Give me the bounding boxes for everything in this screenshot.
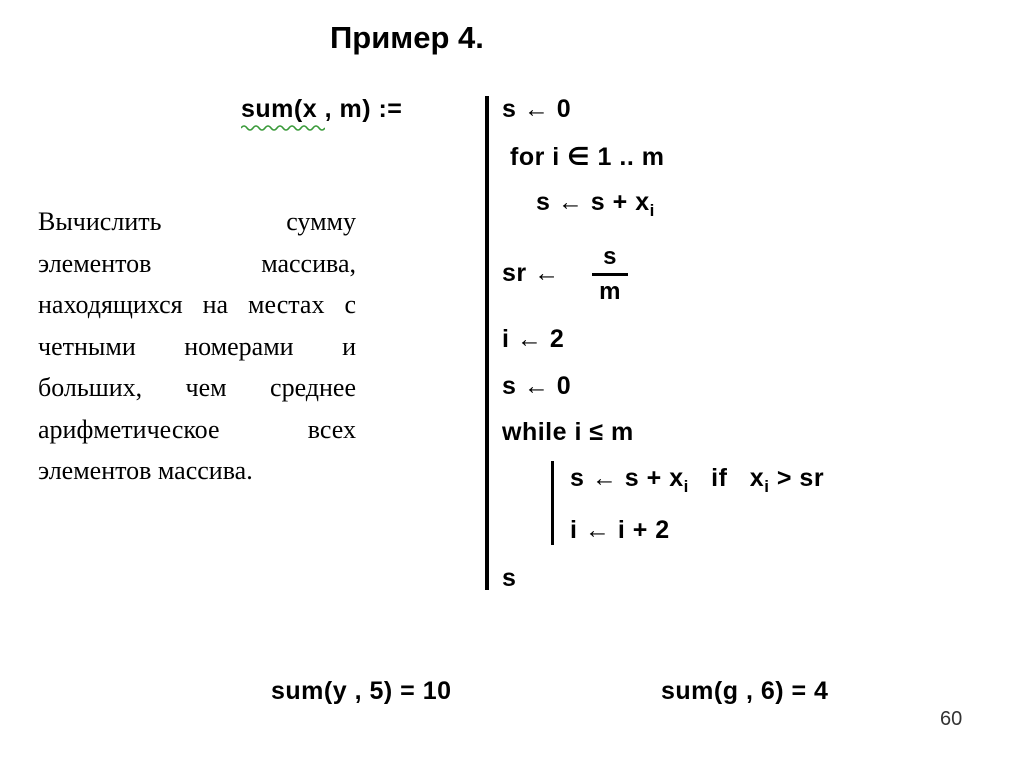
code-line-for: for i ∈ 1 .. m (510, 143, 665, 171)
loop-body-bracket (551, 461, 554, 545)
code-line-sr: sr ← (502, 259, 560, 287)
fraction-bar (592, 273, 628, 276)
program-bracket (485, 96, 489, 590)
function-definition: sum(x , m) := (241, 95, 403, 123)
code-line-i-increment: i ← i + 2 (570, 516, 670, 544)
fraction-s-over-m (592, 243, 628, 306)
spellcheck-underline (241, 124, 325, 132)
code-line-conditional-sum: s ← $s + x_i$ if $x_i$ > sr (570, 464, 825, 496)
code-line-1: s ← 0 (502, 95, 572, 123)
result-left: sum(y , 5) = 10 (271, 677, 452, 705)
code-line-s-init: s ← 0 (502, 372, 572, 400)
code-line-while: while i ≤ m (502, 418, 634, 446)
fraction-numerator: s (603, 243, 617, 270)
code-line-3: s ← $s + x_i$ (536, 188, 655, 220)
code-line-return: s (502, 564, 517, 592)
fraction-denominator: m (599, 278, 621, 305)
result-right: sum(g , 6) = 4 (661, 677, 829, 705)
code-line-i-init: i ← 2 (502, 325, 565, 353)
slide-title: Пример 4. (330, 20, 484, 55)
task-description: Вычислить сумму элементов массива, находящихся на местах с четными номерами и больших, чем среднее арифметическое всех элементов массива. (38, 207, 356, 485)
page-number: 60 (940, 708, 963, 730)
